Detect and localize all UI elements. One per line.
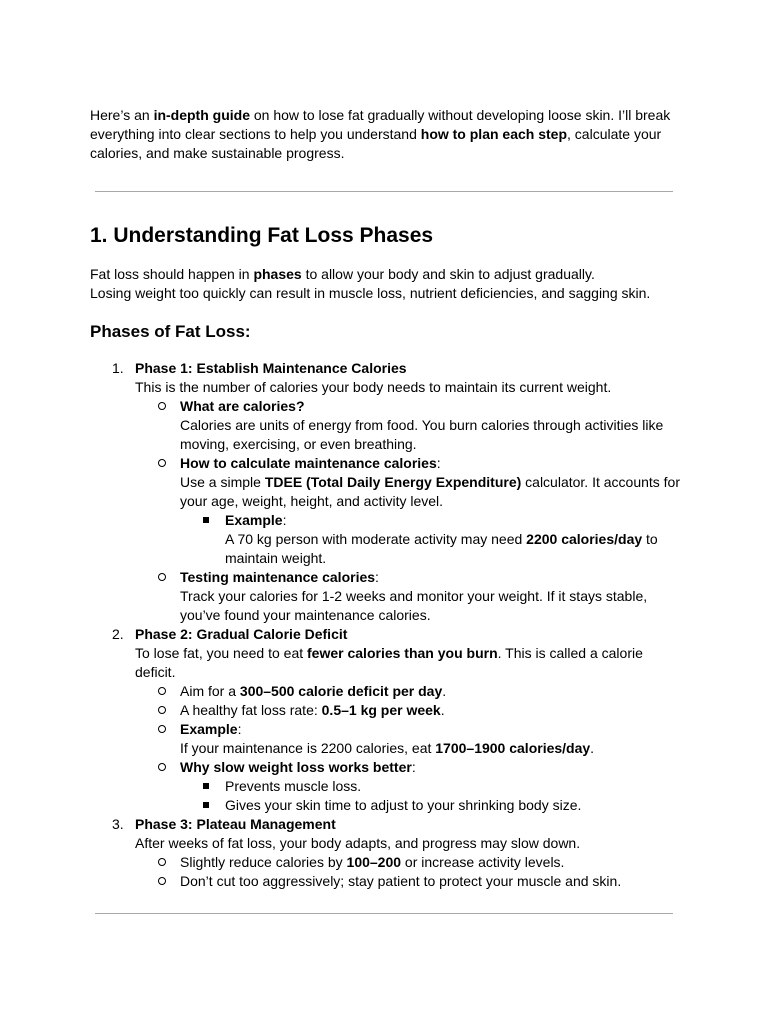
sub-label: Example xyxy=(225,512,283,528)
sublist-item xyxy=(135,701,680,720)
list-number: 2. xyxy=(112,626,124,642)
sub-text-bold: 100–200 xyxy=(346,854,402,870)
phases-subheading: Phases of Fat Loss: xyxy=(90,322,251,341)
desc-bold: fewer calories than you burn xyxy=(307,645,498,661)
desc-part: To lose fat, you need to eat xyxy=(135,645,308,661)
sublist-item xyxy=(135,758,680,815)
punctuation: : xyxy=(237,721,242,737)
sub-text-bold: 2200 calories/day xyxy=(526,531,643,547)
circle-bullet-icon xyxy=(158,725,166,733)
phase-description: After weeks of fat loss, your body adapts, and progress may slow down. xyxy=(135,835,581,851)
intro-text: , calculate your calories, and make sustainable progress. xyxy=(90,126,662,161)
nested-sublist xyxy=(180,511,680,568)
section-text: to allow your body and skin to adjust gradually. xyxy=(301,266,595,282)
phase-sublist xyxy=(135,853,680,891)
phase-title: Phase 2: Gradual Calorie Deficit xyxy=(135,626,348,642)
square-bullet-icon xyxy=(203,783,209,789)
sub-text-part: A healthy fat loss rate: xyxy=(180,702,322,718)
circle-bullet-icon xyxy=(158,763,166,771)
punctuation: . xyxy=(590,740,595,756)
phase-description: This is the number of calories your body needs to maintain its current weight. xyxy=(135,379,612,395)
sub-text xyxy=(180,473,680,511)
section-intro xyxy=(90,265,680,303)
sub-text-part: A 70 kg person with moderate activity may need xyxy=(225,531,527,547)
sub-label: Why slow weight loss works better xyxy=(180,759,412,775)
intro-block xyxy=(90,106,680,191)
square-bullet-icon xyxy=(203,517,209,523)
section-text: Fat loss should happen in xyxy=(90,266,254,282)
circle-bullet-icon xyxy=(158,858,166,866)
punctuation: : xyxy=(436,455,441,471)
sub-text-part: calculator. It accounts for your age, weight, height, and activity level. xyxy=(180,474,681,509)
punctuation: . xyxy=(442,683,447,699)
phase-item-3 xyxy=(90,815,680,891)
sub-text-part: Use a simple xyxy=(180,474,265,490)
punctuation: : xyxy=(411,759,416,775)
intro-paragraph xyxy=(90,106,680,163)
section-divider-bottom xyxy=(95,913,673,914)
circle-bullet-icon xyxy=(158,706,166,714)
sublist-item xyxy=(135,872,680,891)
sublist-item xyxy=(135,682,680,701)
list-number: 3. xyxy=(112,816,124,832)
phase-item-2 xyxy=(90,625,680,815)
sub-label: How to calculate maintenance calories xyxy=(180,455,437,471)
section-paragraph: Losing weight too quickly can result in muscle loss, nutrient deficiencies, and sagging skin. xyxy=(90,285,651,301)
circle-bullet-icon xyxy=(158,573,166,581)
punctuation: : xyxy=(282,512,287,528)
sub-text: Don’t cut too aggressively; stay patient to protect your muscle and skin. xyxy=(180,873,622,889)
square-bullet-icon xyxy=(203,802,209,808)
sub-text-bold: TDEE (Total Daily Energy Expenditure) xyxy=(264,474,522,490)
sub-text-bold: 1700–1900 calories/day xyxy=(435,740,591,756)
nested-item xyxy=(180,777,680,796)
sub-text xyxy=(225,530,680,568)
sublist-item xyxy=(135,720,680,758)
circle-bullet-icon xyxy=(158,877,166,885)
sub-text-bold: 300–500 calorie deficit per day xyxy=(239,683,443,699)
section-divider-top xyxy=(95,191,673,192)
circle-bullet-icon xyxy=(158,687,166,695)
section-paragraph xyxy=(90,265,680,284)
phase-sublist xyxy=(135,397,680,625)
phase-item-1 xyxy=(90,359,680,625)
nested-text: Gives your skin time to adjust to your shrinking body size. xyxy=(225,797,582,813)
intro-bold: in-depth guide xyxy=(153,107,250,123)
sub-text-part: or increase activity levels. xyxy=(401,854,565,870)
nested-text: Prevents muscle loss. xyxy=(225,778,362,794)
desc-part: . This is called a calorie deficit. xyxy=(135,645,643,680)
circle-bullet-icon xyxy=(158,459,166,467)
sublist-item xyxy=(135,568,680,625)
phase-title: Phase 1: Establish Maintenance Calories xyxy=(135,360,407,376)
punctuation: : xyxy=(375,569,379,585)
nested-item xyxy=(180,511,680,568)
sublist-item xyxy=(135,853,680,872)
sublist-item xyxy=(135,454,680,568)
sub-text: Track your calories for 1-2 weeks and monitor your weight. If it stays stable, you’ve found your maintenance calories. xyxy=(180,588,648,623)
sub-text-bold: 0.5–1 kg per week xyxy=(321,702,441,718)
sub-text xyxy=(180,739,680,758)
circle-bullet-icon xyxy=(158,402,166,410)
intro-text: Here’s an xyxy=(90,107,154,123)
sublist-item xyxy=(135,397,680,454)
list-number: 1. xyxy=(112,360,124,376)
phase-description xyxy=(135,644,680,682)
sub-text-part: Aim for a xyxy=(180,683,240,699)
intro-text: on how to lose fat gradually without developing loose skin. I’ll break everything into clear sections to help you understand xyxy=(90,107,671,142)
nested-sublist xyxy=(180,777,680,815)
section-bold: phases xyxy=(253,266,302,282)
phases-list xyxy=(90,359,680,891)
sub-text: Calories are units of energy from food. You burn calories through activities like moving, exercising, or even breathing. xyxy=(180,417,664,452)
intro-bold: how to plan each step xyxy=(420,126,568,142)
sub-label: Example xyxy=(180,721,238,737)
punctuation: . xyxy=(440,702,445,718)
phase-sublist xyxy=(135,682,680,815)
nested-item xyxy=(180,796,680,815)
phase-title: Phase 3: Plateau Management xyxy=(135,816,336,832)
sub-label: What are calories? xyxy=(180,398,305,414)
section-title: 1. Understanding Fat Loss Phases xyxy=(90,224,434,247)
sub-text-part: Slightly reduce calories by xyxy=(180,854,347,870)
sub-text-part: If your maintenance is 2200 calories, eat xyxy=(180,740,436,756)
sub-text-part: to maintain weight. xyxy=(225,531,658,566)
sub-label: Testing maintenance calories xyxy=(180,569,376,585)
